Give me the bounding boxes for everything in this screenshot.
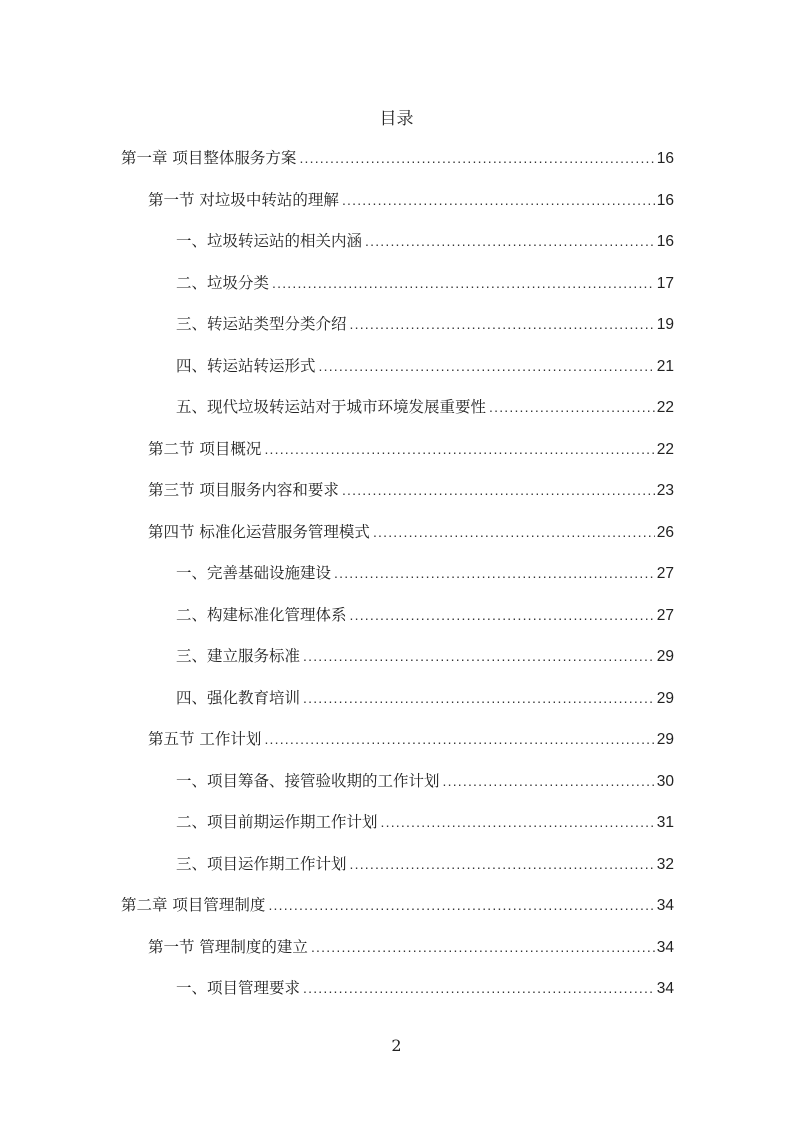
toc-entry-label: 第一节 对垃圾中转站的理解 [148, 191, 339, 209]
toc-entry[interactable] [176, 810, 674, 834]
toc-entry-label: 第四节 标准化运营服务管理模式 [148, 523, 370, 541]
toc-entry-page: 22 [656, 441, 674, 458]
toc-entry-page: 27 [656, 565, 674, 582]
toc-entry-page: 16 [656, 233, 674, 250]
dot-leader [311, 939, 655, 955]
toc-entry-label: 一、项目筹备、接管验收期的工作计划 [176, 772, 440, 790]
dot-leader [272, 275, 655, 291]
toc-entry-label: 第五节 工作计划 [148, 730, 262, 748]
dot-leader [268, 897, 654, 913]
toc-entry-page: 16 [656, 150, 674, 167]
toc-entry-page: 30 [656, 773, 674, 790]
toc-entry[interactable] [176, 354, 674, 378]
toc-entry-page: 34 [656, 980, 674, 997]
dot-leader [303, 690, 655, 706]
toc-entry-page: 34 [656, 897, 674, 914]
toc-entry-label: 三、建立服务标准 [176, 647, 301, 665]
toc-title: 目录 [379, 109, 414, 129]
toc-entry[interactable] [148, 727, 674, 751]
toc-entry-page: 17 [656, 275, 674, 292]
toc-entry-page: 23 [656, 482, 674, 499]
toc-entry[interactable] [176, 686, 674, 710]
toc-entry[interactable] [176, 312, 674, 336]
toc-entry-page: 29 [656, 731, 674, 748]
toc-entry-label: 第二节 项目概况 [148, 440, 262, 458]
toc-entry-page: 32 [656, 856, 674, 873]
toc-entry-label: 第一章 项目整体服务方案 [121, 149, 297, 167]
toc-entry[interactable] [148, 478, 674, 502]
dot-leader [443, 773, 655, 789]
dot-leader [264, 441, 654, 457]
toc-entry-label: 五、现代垃圾转运站对于城市环境发展重要性 [176, 398, 487, 416]
toc-entry[interactable] [176, 644, 674, 668]
toc-entry[interactable] [121, 893, 674, 917]
dot-leader [350, 316, 655, 332]
toc-entry[interactable] [176, 603, 674, 627]
toc-entry-label: 二、项目前期运作期工作计划 [176, 813, 378, 831]
toc-entry-label: 三、项目运作期工作计划 [176, 855, 347, 873]
dot-leader [342, 192, 655, 208]
toc-entry[interactable] [148, 188, 674, 212]
toc-entry-page: 22 [656, 399, 674, 416]
dot-leader [342, 482, 655, 498]
toc-entry-page: 29 [656, 648, 674, 665]
toc-entry-page: 19 [656, 316, 674, 333]
toc-entry-label: 四、转运站转运形式 [176, 357, 316, 375]
toc-entry-label: 一、垃圾转运站的相关内涵 [176, 232, 363, 250]
toc-entry-page: 16 [656, 192, 674, 209]
toc-entry-page: 21 [656, 358, 674, 375]
dot-leader [319, 358, 655, 374]
toc-entry-page: 26 [656, 524, 674, 541]
page-number: 2 [391, 1036, 402, 1055]
toc-entry-page: 29 [656, 690, 674, 707]
dot-leader [489, 399, 655, 415]
toc-entry-label: 四、强化教育培训 [176, 689, 301, 707]
dot-leader [303, 980, 655, 996]
dot-leader [365, 233, 655, 249]
toc-entry[interactable] [148, 935, 674, 959]
toc-entry-label: 第一节 管理制度的建立 [148, 938, 308, 956]
toc-entry-label: 第二章 项目管理制度 [121, 896, 266, 914]
toc-entry[interactable] [176, 395, 674, 419]
dot-leader [350, 856, 655, 872]
toc-entry[interactable] [176, 769, 674, 793]
dot-leader [334, 565, 655, 581]
toc-entry[interactable] [148, 437, 674, 461]
toc-entry-page: 31 [656, 814, 674, 831]
dot-leader [299, 150, 654, 166]
toc-entry-label: 二、垃圾分类 [176, 274, 270, 292]
toc-entry[interactable] [176, 561, 674, 585]
dot-leader [303, 648, 655, 664]
dot-leader [381, 814, 655, 830]
toc-entry-page: 27 [656, 607, 674, 624]
toc-entry-label: 三、转运站类型分类介绍 [176, 315, 347, 333]
toc-entry-label: 第三节 项目服务内容和要求 [148, 481, 339, 499]
toc-entry-label: 二、构建标准化管理体系 [176, 606, 347, 624]
toc-entry-label: 一、项目管理要求 [176, 979, 301, 997]
dot-leader [264, 731, 654, 747]
toc-entry[interactable] [176, 852, 674, 876]
toc-entry[interactable] [148, 520, 674, 544]
dot-leader [350, 607, 655, 623]
toc-entry-label: 一、完善基础设施建设 [176, 564, 332, 582]
toc-entry[interactable] [176, 976, 674, 1000]
toc-entry[interactable] [176, 229, 674, 253]
toc-entry-page: 34 [656, 939, 674, 956]
dot-leader [373, 524, 655, 540]
toc-entry[interactable] [176, 271, 674, 295]
toc-entry[interactable] [121, 146, 674, 170]
